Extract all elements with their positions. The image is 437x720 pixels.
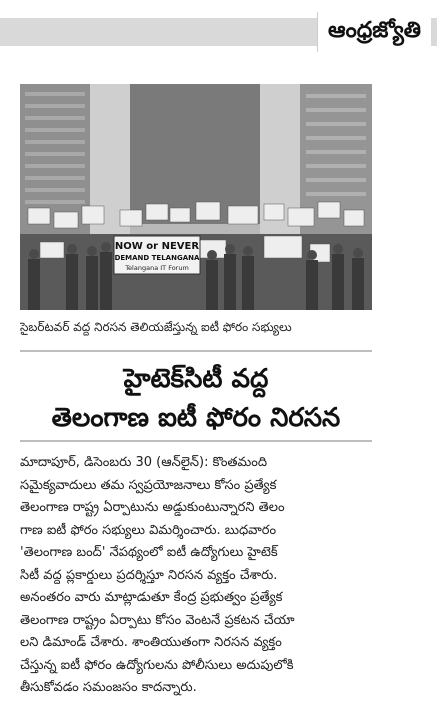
article-line: తెలంగాణ రాష్ట్ర ఏర్పాటును అడ్డుకుంటున్నారని తెలం bbox=[20, 500, 285, 515]
article-line: లని డిమాండ్ చేశారు. శాంతియుతంగా నిరసన వ్యక్తం bbox=[20, 635, 282, 650]
tower-core bbox=[130, 84, 260, 224]
banner-text-1: NOW or NEVER bbox=[114, 241, 200, 252]
article-line: తెలంగాణ రాష్ట్రం ఏర్పాటు కోసం వెంటనే ప్రకటన చేయా bbox=[20, 612, 295, 628]
article-line: సమైక్యవాదులు తమ స్వప్రయోజనాలు కోసం ప్రత్యేక bbox=[20, 477, 277, 493]
headline bbox=[20, 360, 372, 438]
news-photo bbox=[20, 84, 372, 310]
photo-caption: సైబర్‌టవర్ వద్ద నిరసన తెలియజేస్తున్న ఐటీ ఫోరం సభ్యులు bbox=[20, 320, 292, 334]
banner-text-2: DEMAND TELANGANA bbox=[114, 254, 200, 262]
article-line: మాదాపూర్, డిసెంబరు 30 (ఆన్‌లైన్): కొంతమంది bbox=[20, 455, 268, 470]
article-line: తీసుకోవడం సమంజసం కాదన్నారు. bbox=[20, 680, 197, 695]
headline-line-1: హైటెక్‌సిటీ వద్ద bbox=[123, 364, 269, 394]
banner-text-3: Telangana IT Forum bbox=[125, 264, 189, 272]
masthead bbox=[0, 12, 437, 52]
headline-rule-bottom bbox=[20, 440, 372, 442]
article-line: 'తెలంగాణ బంద్' నేపథ్యంలో ఐటీ ఉద్యోగులు హైటెక్ bbox=[20, 545, 278, 560]
protest-photo-illustration bbox=[20, 84, 372, 310]
article-body bbox=[20, 452, 385, 700]
article-line: గాణ ఐటీ ఫోరం సభ్యులు విమర్శించారు. బుధవారం bbox=[20, 522, 277, 538]
article-line: సిటీ వద్ద ప్లకార్డులు ప్రదర్శిస్తూ నిరసన వ్యక్తం చేశారు. bbox=[20, 567, 278, 583]
headline-rule-top bbox=[20, 350, 372, 352]
headline-line-2: తెలంగాణ ఐటీ ఫోరం నిరసన bbox=[51, 403, 341, 433]
article-line: అనంతరం వారు మాట్లాడుతూ కేంద్ర ప్రభుత్వం ప్రత్యేక bbox=[20, 590, 283, 605]
article-line: చేస్తున్న ఐటీ ఫోరం ఉద్యోగులను పోలీసులు అదుపులోకి bbox=[20, 657, 294, 673]
newspaper-logo: ఆంధ్రజ్యోతి bbox=[317, 12, 431, 52]
